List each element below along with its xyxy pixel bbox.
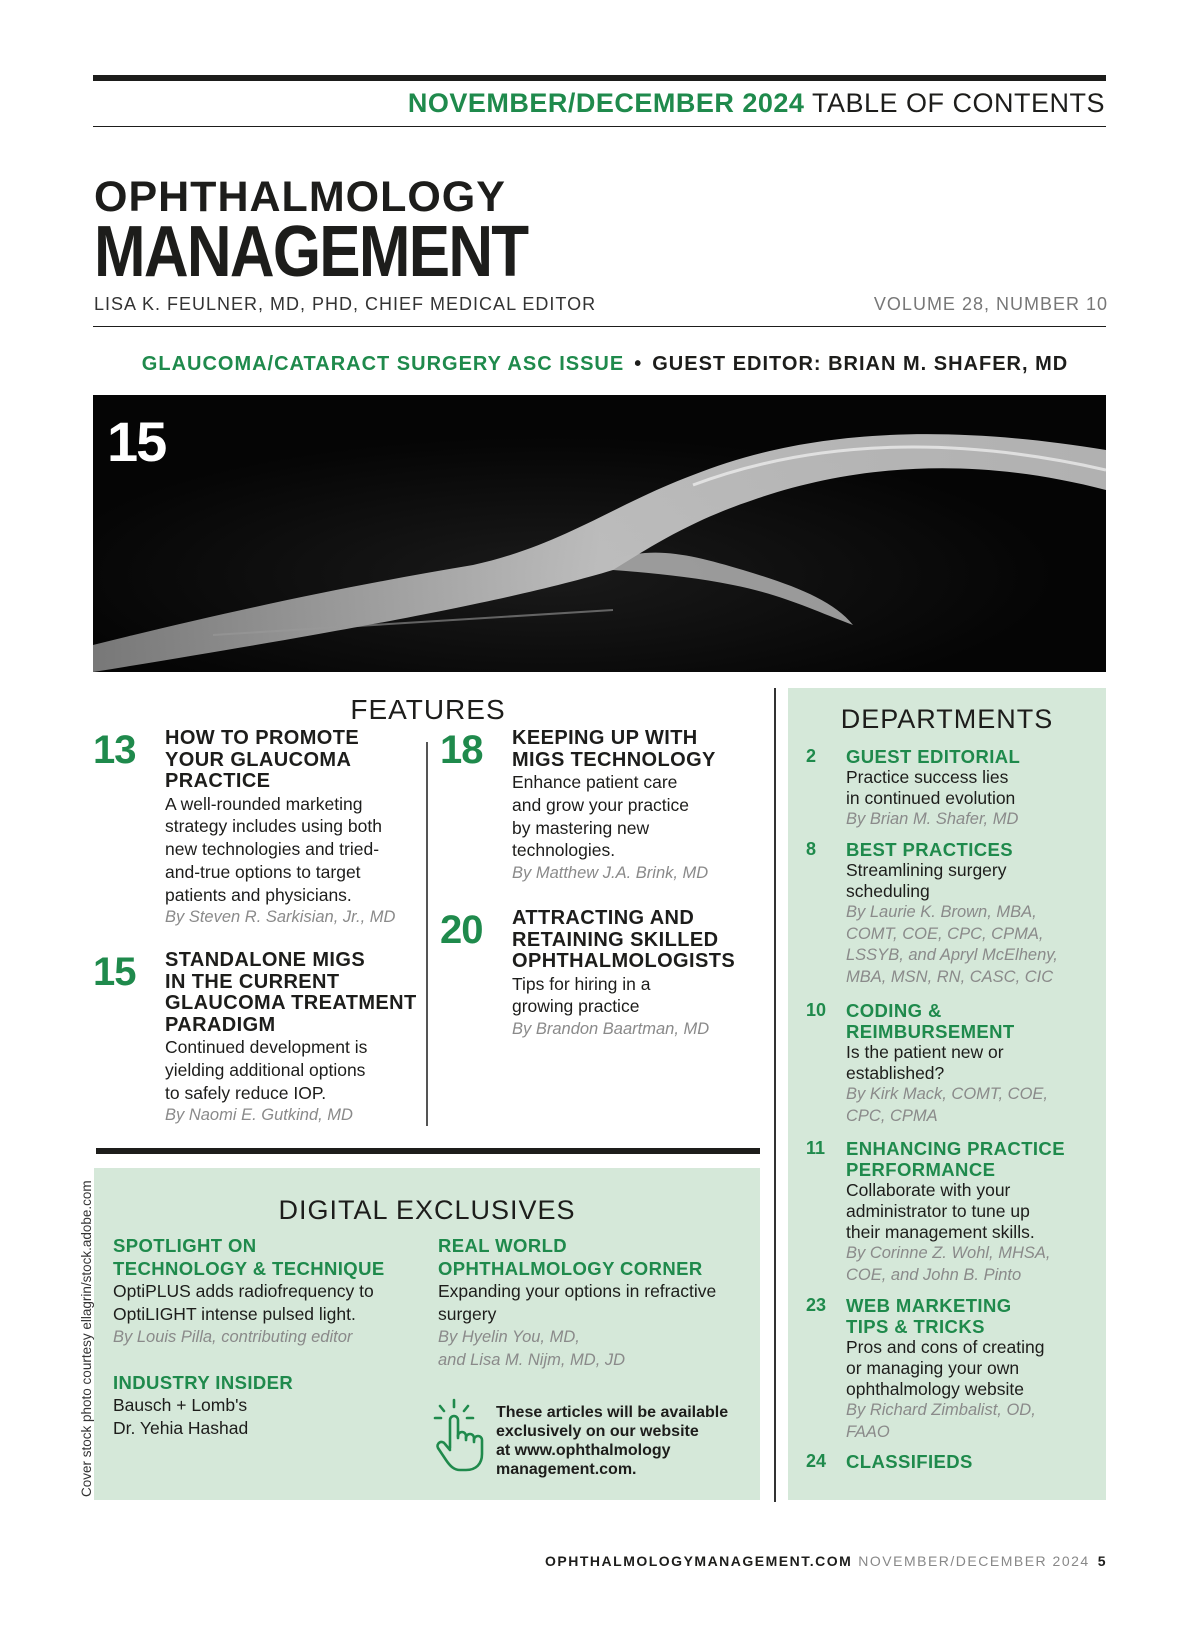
department-desc-line: scheduling — [846, 881, 930, 901]
department-desc-line: Streamlining surgery — [846, 860, 1007, 880]
feature-title-line[interactable]: RETAINING SKILLED — [512, 928, 719, 951]
feature-title-line[interactable]: STANDALONE MIGS — [165, 949, 366, 971]
column-separator — [774, 688, 776, 1502]
feature-desc-line: technologies. — [512, 840, 616, 861]
digital-byline-line: and Lisa M. Nijm, MD, JD — [438, 1351, 626, 1369]
feature-desc-line: Continued development is — [165, 1037, 368, 1057]
feature-title-line[interactable]: YOUR GLAUCOMA — [165, 748, 352, 771]
department-byline-line: MBA, MSN, RN, CASC, CIC — [846, 967, 1054, 986]
department-title-line[interactable]: CODING & — [846, 1000, 942, 1021]
section-label: TABLE OF CONTENTS — [811, 88, 1105, 118]
digital-title-line[interactable]: TECHNOLOGY & TECHNIQUE — [113, 1258, 385, 1279]
guest-editor: GUEST EDITOR: BRIAN M. SHAFER, MD — [652, 353, 1069, 375]
issue-theme — [0, 353, 1200, 376]
department-title-line[interactable]: WEB MARKETING — [846, 1295, 1012, 1316]
feature-page-number: 18 — [440, 728, 483, 772]
bullet-separator: • — [634, 353, 643, 375]
department-desc-line: Practice success lies — [846, 767, 1009, 787]
department-byline-line: By Kirk Mack, COMT, COE, — [846, 1085, 1048, 1103]
department-byline-line: By Brian M. Shafer, MD — [846, 810, 1019, 828]
feature-page-number: 15 — [93, 950, 136, 994]
department-desc-line: Is the patient new or — [846, 1042, 1004, 1062]
department-title-line[interactable]: BEST PRACTICES — [846, 839, 1013, 860]
footer-website[interactable]: OPHTHALMOLOGYMANAGEMENT.COM — [545, 1553, 853, 1569]
department-byline-line: By Richard Zimbalist, OD, — [846, 1401, 1036, 1419]
footer-date: NOVEMBER/DECEMBER 2024 — [858, 1553, 1090, 1569]
masthead-line1: OPHTHALMOLOGY — [94, 173, 506, 221]
digital-desc-line: Bausch + Lomb's — [113, 1395, 248, 1415]
digital-exclusives-heading: DIGITAL EXCLUSIVES — [278, 1195, 576, 1225]
digital-item[interactable] — [113, 1234, 385, 1349]
chief-editor: LISA K. FEULNER, MD, PHD, CHIEF MEDICAL EDITOR — [94, 294, 597, 314]
feature-desc-line: Enhance patient care — [512, 772, 678, 792]
department-byline-line: By Laurie K. Brown, MBA, — [846, 903, 1037, 921]
digital-item[interactable] — [438, 1234, 716, 1372]
digital-byline-line: By Hyelin You, MD, — [438, 1328, 580, 1346]
volume-number: VOLUME 28, NUMBER 10 — [873, 294, 1108, 314]
digital-byline-line: By Louis Pilla, contributing editor — [113, 1328, 353, 1346]
features-heading: FEATURES — [350, 694, 506, 725]
digital-item[interactable] — [113, 1371, 293, 1440]
feature-title-line[interactable]: PARADIGM — [165, 1013, 276, 1036]
cover-photo[interactable] — [93, 395, 1106, 672]
digital-rule — [96, 1148, 760, 1154]
issue-topic: GLAUCOMA/CATARACT SURGERY ASC ISSUE — [141, 353, 625, 375]
feature-desc-line: yielding additional options — [165, 1059, 366, 1080]
feature-byline: By Steven R. Sarkisian, Jr., MD — [165, 908, 396, 927]
department-page-number: 23 — [806, 1295, 827, 1315]
feature-desc-line: and grow your practice — [512, 794, 690, 815]
feature-desc-line: Tips for hiring in a — [512, 973, 651, 994]
department-byline-line: COE, and John B. Pinto — [846, 1265, 1022, 1284]
digital-desc-line: OptiPLUS adds radiofrequency to — [113, 1281, 374, 1301]
feature-title-line[interactable]: OPHTHALMOLOGISTS — [512, 950, 736, 972]
notice-line: exclusively on our website — [496, 1423, 699, 1440]
departments-heading: DEPARTMENTS — [840, 704, 1054, 734]
header-divider — [93, 126, 1106, 127]
department-desc-line: ophthalmology website — [846, 1379, 1025, 1399]
department-title-line[interactable]: PERFORMANCE — [846, 1159, 996, 1180]
feature-title-line[interactable]: KEEPING UP WITH — [512, 727, 698, 749]
feature-desc-line: to safely reduce IOP. — [165, 1082, 327, 1103]
top-rule — [93, 75, 1106, 81]
department-desc-line: Pros and cons of creating — [846, 1337, 1045, 1357]
feature-title-line[interactable]: MIGS TECHNOLOGY — [512, 748, 716, 771]
feature-desc-line: by mastering new — [512, 817, 650, 838]
feature-desc-line: patients and physicians. — [165, 884, 352, 905]
department-byline-line: CPC, CPMA — [846, 1106, 938, 1125]
toc-header — [408, 88, 1105, 119]
digital-desc-line: Dr. Yehia Hashad — [113, 1418, 249, 1438]
digital-notice — [496, 1403, 728, 1479]
feature-title-line[interactable]: HOW TO PROMOTE — [165, 727, 360, 749]
digital-title-line[interactable]: REAL WORLD — [438, 1235, 568, 1256]
department-page-number: 8 — [806, 839, 817, 859]
feature-desc-line: new technologies and tried- — [165, 839, 380, 860]
feature-byline: By Naomi E. Gutkind, MD — [165, 1106, 353, 1125]
department-title-line[interactable]: TIPS & TRICKS — [846, 1316, 985, 1337]
department-page-number: 11 — [806, 1138, 826, 1158]
department-page-number: 10 — [806, 1000, 827, 1020]
digital-title-line[interactable]: SPOTLIGHT ON — [113, 1235, 257, 1256]
feature-page-number: 20 — [440, 908, 483, 952]
page-footer — [545, 1553, 1107, 1569]
cover-story-page: 15 — [107, 410, 166, 473]
digital-desc-line: OptiLIGHT intense pulsed light. — [113, 1304, 356, 1324]
tap-hand-icon — [432, 1398, 488, 1472]
masthead-line2: MANAGEMENT — [94, 212, 528, 292]
department-byline-line: FAAO — [846, 1422, 890, 1441]
eye-angle-illustration — [93, 395, 1106, 672]
department-byline-line: By Corinne Z. Wohl, MHSA, — [846, 1244, 1051, 1262]
feature-desc-line: and-true options to target — [165, 861, 361, 882]
photo-credit: Cover stock photo courtesy ellagrin/stock.adobe.com — [79, 1180, 94, 1497]
notice-line: at www.ophthalmology — [496, 1442, 671, 1459]
masthead-divider — [93, 326, 1106, 327]
department-title-line[interactable]: GUEST EDITORIAL — [846, 746, 1021, 767]
features-column-divider — [426, 742, 428, 1126]
feature-title-line[interactable]: PRACTICE — [165, 770, 271, 792]
department-desc-line: in continued evolution — [846, 788, 1016, 808]
department-title-line[interactable]: REIMBURSEMENT — [846, 1021, 1015, 1042]
footer-page-number: 5 — [1097, 1553, 1107, 1569]
issue-date: NOVEMBER/DECEMBER 2024 — [407, 88, 805, 118]
digital-title-line[interactable]: OPHTHALMOLOGY CORNER — [438, 1258, 703, 1279]
department-title-line[interactable]: ENHANCING PRACTICE — [846, 1138, 1065, 1159]
department-desc-line: their management skills. — [846, 1222, 1035, 1242]
department-title-line[interactable]: CLASSIFIEDS — [846, 1451, 973, 1472]
notice-line: These articles will be available — [496, 1404, 729, 1421]
feature-byline: By Brandon Baartman, MD — [512, 1020, 710, 1039]
digital-title-line[interactable]: INDUSTRY INSIDER — [113, 1372, 294, 1393]
feature-desc-line: growing practice — [512, 996, 640, 1017]
department-desc-line: established? — [846, 1063, 945, 1083]
department-desc-line: or managing your own — [846, 1358, 1020, 1378]
department-byline-line: COMT, COE, CPC, CPMA, — [846, 924, 1044, 943]
department-desc-line: administrator to tune up — [846, 1201, 1030, 1221]
feature-desc-line: A well-rounded marketing — [165, 793, 363, 814]
feature-page-number: 13 — [93, 728, 136, 772]
feature-title-line[interactable]: GLAUCOMA TREATMENT — [165, 992, 417, 1014]
digital-desc-line: Expanding your options in refractive — [438, 1281, 717, 1301]
department-byline-line: LSSYB, and Apryl McElheny, — [846, 946, 1058, 965]
department-page-number: 24 — [806, 1451, 827, 1471]
feature-title-line[interactable]: ATTRACTING AND — [512, 907, 695, 929]
digital-desc-line: surgery — [438, 1304, 497, 1324]
department-page-number: 2 — [806, 746, 817, 766]
department-desc-line: Collaborate with your — [846, 1180, 1011, 1200]
feature-title-line[interactable]: IN THE CURRENT — [165, 970, 340, 993]
notice-line: management.com. — [496, 1461, 637, 1478]
feature-desc-line: strategy includes using both — [165, 816, 382, 837]
feature-byline: By Matthew J.A. Brink, MD — [512, 864, 709, 883]
